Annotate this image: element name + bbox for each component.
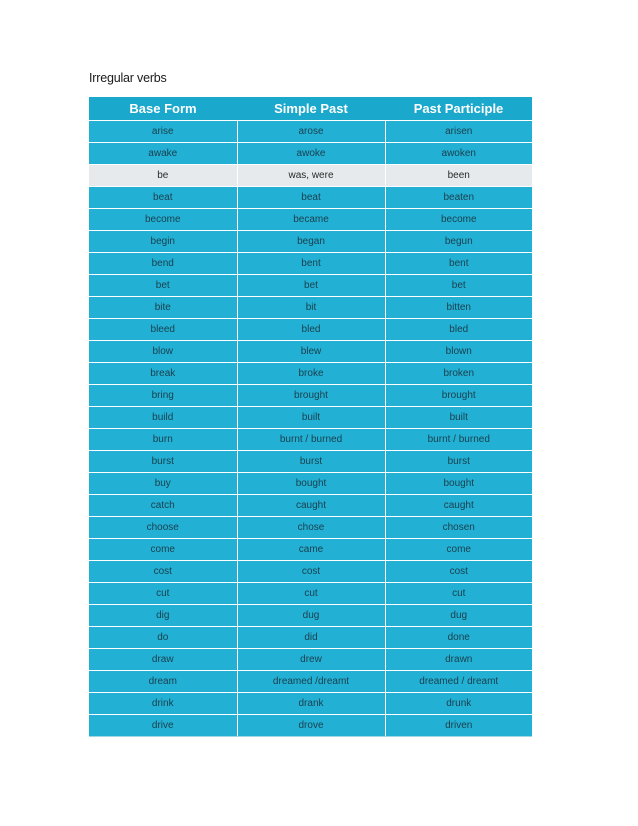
base-form-cell: dream xyxy=(89,671,237,693)
simple-past-cell: caught xyxy=(237,495,385,517)
past-participle-cell: arisen xyxy=(385,121,532,143)
past-participle-cell: become xyxy=(385,209,532,231)
simple-past-cell: brought xyxy=(237,385,385,407)
simple-past-cell: drew xyxy=(237,649,385,671)
past-participle-cell: dug xyxy=(385,605,532,627)
table-row xyxy=(89,209,532,231)
past-participle-cell: burnt / burned xyxy=(385,429,532,451)
base-form-cell: draw xyxy=(89,649,237,671)
table-row xyxy=(89,363,532,385)
simple-past-cell: drank xyxy=(237,693,385,715)
base-form-cell: bring xyxy=(89,385,237,407)
simple-past-cell: broke xyxy=(237,363,385,385)
table-row xyxy=(89,407,532,429)
table-row xyxy=(89,451,532,473)
base-form-cell: build xyxy=(89,407,237,429)
table-row xyxy=(89,385,532,407)
base-form-cell: bend xyxy=(89,253,237,275)
past-participle-cell: done xyxy=(385,627,532,649)
past-participle-cell: been xyxy=(385,165,532,187)
table-row xyxy=(89,121,532,143)
base-form-cell: arise xyxy=(89,121,237,143)
past-participle-cell: awoken xyxy=(385,143,532,165)
simple-past-cell: did xyxy=(237,627,385,649)
table-row xyxy=(89,297,532,319)
column-header-simple-past: Simple Past xyxy=(237,97,385,121)
table-row xyxy=(89,495,532,517)
past-participle-cell: bet xyxy=(385,275,532,297)
table-row xyxy=(89,649,532,671)
past-participle-cell: bitten xyxy=(385,297,532,319)
base-form-cell: begin xyxy=(89,231,237,253)
base-form-cell: bite xyxy=(89,297,237,319)
past-participle-cell: bought xyxy=(385,473,532,495)
table-body xyxy=(89,121,532,737)
base-form-cell: awake xyxy=(89,143,237,165)
simple-past-cell: became xyxy=(237,209,385,231)
table-row xyxy=(89,231,532,253)
base-form-cell: burn xyxy=(89,429,237,451)
simple-past-cell: came xyxy=(237,539,385,561)
column-header-past-participle: Past Participle xyxy=(385,97,532,121)
simple-past-cell: drove xyxy=(237,715,385,737)
table-row xyxy=(89,165,532,187)
table-row xyxy=(89,627,532,649)
table-row xyxy=(89,143,532,165)
simple-past-cell: cut xyxy=(237,583,385,605)
simple-past-cell: built xyxy=(237,407,385,429)
simple-past-cell: bled xyxy=(237,319,385,341)
table-row xyxy=(89,561,532,583)
simple-past-cell: began xyxy=(237,231,385,253)
simple-past-cell: bit xyxy=(237,297,385,319)
base-form-cell: break xyxy=(89,363,237,385)
table-row xyxy=(89,319,532,341)
table-header-row xyxy=(89,97,532,121)
document-title: Irregular verbs xyxy=(89,71,167,85)
base-form-cell: bet xyxy=(89,275,237,297)
simple-past-cell: cost xyxy=(237,561,385,583)
table-row xyxy=(89,253,532,275)
base-form-cell: burst xyxy=(89,451,237,473)
simple-past-cell: dreamed /dreamt xyxy=(237,671,385,693)
simple-past-cell: beat xyxy=(237,187,385,209)
base-form-cell: cost xyxy=(89,561,237,583)
table-row xyxy=(89,429,532,451)
table-row xyxy=(89,187,532,209)
past-participle-cell: cost xyxy=(385,561,532,583)
past-participle-cell: driven xyxy=(385,715,532,737)
simple-past-cell: bought xyxy=(237,473,385,495)
past-participle-cell: broken xyxy=(385,363,532,385)
simple-past-cell: bet xyxy=(237,275,385,297)
table-row xyxy=(89,341,532,363)
table-row xyxy=(89,275,532,297)
base-form-cell: do xyxy=(89,627,237,649)
past-participle-cell: chosen xyxy=(385,517,532,539)
simple-past-cell: was, were xyxy=(237,165,385,187)
base-form-cell: bleed xyxy=(89,319,237,341)
base-form-cell: come xyxy=(89,539,237,561)
simple-past-cell: arose xyxy=(237,121,385,143)
base-form-cell: become xyxy=(89,209,237,231)
base-form-cell: drink xyxy=(89,693,237,715)
table-row xyxy=(89,715,532,737)
past-participle-cell: dreamed / dreamt xyxy=(385,671,532,693)
base-form-cell: be xyxy=(89,165,237,187)
past-participle-cell: come xyxy=(385,539,532,561)
past-participle-cell: begun xyxy=(385,231,532,253)
simple-past-cell: dug xyxy=(237,605,385,627)
base-form-cell: beat xyxy=(89,187,237,209)
base-form-cell: dig xyxy=(89,605,237,627)
simple-past-cell: awoke xyxy=(237,143,385,165)
past-participle-cell: built xyxy=(385,407,532,429)
past-participle-cell: bent xyxy=(385,253,532,275)
base-form-cell: catch xyxy=(89,495,237,517)
past-participle-cell: beaten xyxy=(385,187,532,209)
simple-past-cell: burnt / burned xyxy=(237,429,385,451)
past-participle-cell: drunk xyxy=(385,693,532,715)
base-form-cell: blow xyxy=(89,341,237,363)
past-participle-cell: blown xyxy=(385,341,532,363)
table-row xyxy=(89,517,532,539)
simple-past-cell: bent xyxy=(237,253,385,275)
irregular-verbs-table xyxy=(89,97,532,737)
simple-past-cell: chose xyxy=(237,517,385,539)
table-row xyxy=(89,693,532,715)
past-participle-cell: drawn xyxy=(385,649,532,671)
table-row xyxy=(89,583,532,605)
table-row xyxy=(89,539,532,561)
table-row xyxy=(89,671,532,693)
past-participle-cell: caught xyxy=(385,495,532,517)
base-form-cell: drive xyxy=(89,715,237,737)
past-participle-cell: burst xyxy=(385,451,532,473)
past-participle-cell: bled xyxy=(385,319,532,341)
simple-past-cell: blew xyxy=(237,341,385,363)
base-form-cell: choose xyxy=(89,517,237,539)
column-header-base-form: Base Form xyxy=(89,97,237,121)
table-row xyxy=(89,605,532,627)
simple-past-cell: burst xyxy=(237,451,385,473)
past-participle-cell: brought xyxy=(385,385,532,407)
base-form-cell: cut xyxy=(89,583,237,605)
table-row xyxy=(89,473,532,495)
past-participle-cell: cut xyxy=(385,583,532,605)
base-form-cell: buy xyxy=(89,473,237,495)
